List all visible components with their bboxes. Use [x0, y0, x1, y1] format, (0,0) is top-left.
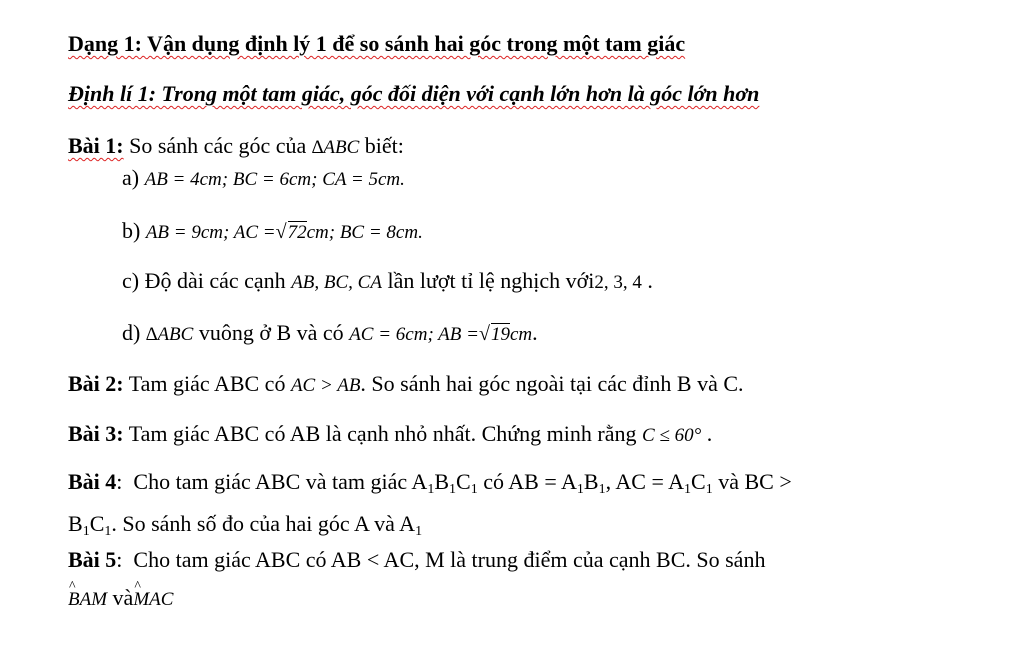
part-a-label: a): [122, 165, 140, 190]
exercise-1d: [122, 320, 538, 346]
sqrt-icon: √: [478, 323, 490, 345]
part-d-triangle: ∆ABC: [145, 324, 194, 345]
part-d-math-post: cm: [509, 324, 533, 345]
subscript: 1: [82, 524, 90, 539]
subscript: 1: [470, 482, 478, 497]
exercise-1-label: Bài 1:: [68, 133, 124, 158]
exercise-1a: [122, 165, 405, 191]
subscript: 1: [415, 524, 423, 539]
exercise-3-label: Bài 3:: [68, 421, 124, 446]
exercise-4-l2a: B: [68, 511, 83, 536]
exercise-4-colon: :: [116, 469, 123, 494]
theorem-statement: Định lí 1: Trong một tam giác, góc đối diện với cạnh lớn hơn là góc lớn hơn: [68, 81, 760, 106]
part-d-text: vuông ở B và có: [198, 320, 344, 345]
subscript: 1: [104, 524, 112, 539]
exercise-4-text1: Cho tam giác ABC và tam giác A: [133, 469, 428, 494]
exercise-3-end: .: [706, 421, 713, 446]
exercise-5-va: và: [112, 585, 134, 610]
sqrt-icon: √: [275, 221, 287, 243]
exercise-3: [68, 421, 712, 447]
exercise-4-text2: có AB = A: [483, 469, 577, 494]
subscript: 1: [598, 482, 606, 497]
part-a-math: AB = 4cm; BC = 6cm; CA = 5cm.: [144, 169, 405, 190]
exercise-1-text-after: biết:: [364, 133, 404, 158]
exercise-4-l2b: C: [89, 511, 105, 536]
exercise-2-label: Bài 2:: [68, 371, 124, 396]
exercise-3-math: C ≤ 60°: [642, 425, 702, 446]
exercise-2-text: Tam giác ABC có: [128, 371, 286, 396]
exercise-4-label: Bài 4: [68, 469, 117, 494]
exercise-1c: [122, 268, 653, 294]
subscript: 1: [449, 482, 457, 497]
part-c-text: Độ dài các cạnh: [144, 268, 286, 293]
exercise-4-t4: C: [691, 469, 706, 494]
subscript: 1: [576, 482, 584, 497]
exercise-5: [68, 547, 765, 573]
part-d-label: d): [122, 320, 141, 345]
angle-bam: ^ BAM: [68, 589, 107, 611]
exercise-2-math: AC > AB: [290, 375, 361, 396]
exercise-4: [68, 469, 792, 498]
subscript: 1: [427, 482, 435, 497]
exercise-1-text: So sánh các góc của: [129, 133, 307, 158]
exercise-4-text4: và BC >: [718, 469, 792, 494]
part-c-ratio: 2, 3, 4: [594, 272, 642, 293]
part-d-math: AC = 6cm; AB =: [349, 324, 479, 345]
subscript: 1: [705, 482, 713, 497]
exercise-2: [68, 371, 744, 397]
part-c-text2: lần lượt tỉ lệ nghịch với: [387, 268, 595, 293]
exercise-3-text: Tam giác ABC có AB là cạnh nhỏ nhất. Chứng minh rằng: [128, 421, 637, 446]
exercise-5-colon: :: [116, 547, 123, 572]
exercise-4-line-2: [68, 511, 422, 540]
section-heading: Dạng 1: Vận dụng định lý 1 để so sánh hai góc trong một tam giác: [68, 31, 686, 56]
exercise-5-text: Cho tam giác ABC có AB < AC, M là trung điểm của cạnh BC. So sánh: [133, 547, 766, 572]
exercise-1b: [122, 218, 423, 244]
part-b-label: b): [122, 218, 141, 243]
exercise-2-text2: . So sánh hai góc ngoài tại các đỉnh B và C.: [360, 371, 744, 396]
exercise-1: [68, 133, 404, 159]
part-c-label: c): [122, 268, 140, 293]
part-d-radicand: 19: [490, 324, 510, 345]
exercise-1-triangle: ∆ABC: [311, 137, 360, 158]
part-c-sides: AB, BC, CA: [291, 272, 382, 293]
part-b-math-post: cm; BC = 8cm.: [306, 222, 423, 243]
part-b-math: AB = 9cm; AC =: [145, 222, 276, 243]
exercise-5-label: Bài 5: [68, 547, 117, 572]
exercise-5-line-2: [68, 585, 173, 611]
angle-mac: ^ MAC: [133, 589, 173, 611]
part-c-end: .: [647, 268, 653, 293]
exercise-4-text3: , AC = A: [605, 469, 685, 494]
exercise-4-t2: C: [456, 469, 471, 494]
subscript: 1: [684, 482, 692, 497]
exercise-4-t3: B: [583, 469, 599, 494]
part-d-end: .: [532, 320, 538, 345]
exercise-4-t1: B: [434, 469, 450, 494]
part-b-radicand: 72: [287, 222, 307, 243]
exercise-4-l2text: . So sánh số đo của hai góc A và A: [111, 511, 416, 536]
